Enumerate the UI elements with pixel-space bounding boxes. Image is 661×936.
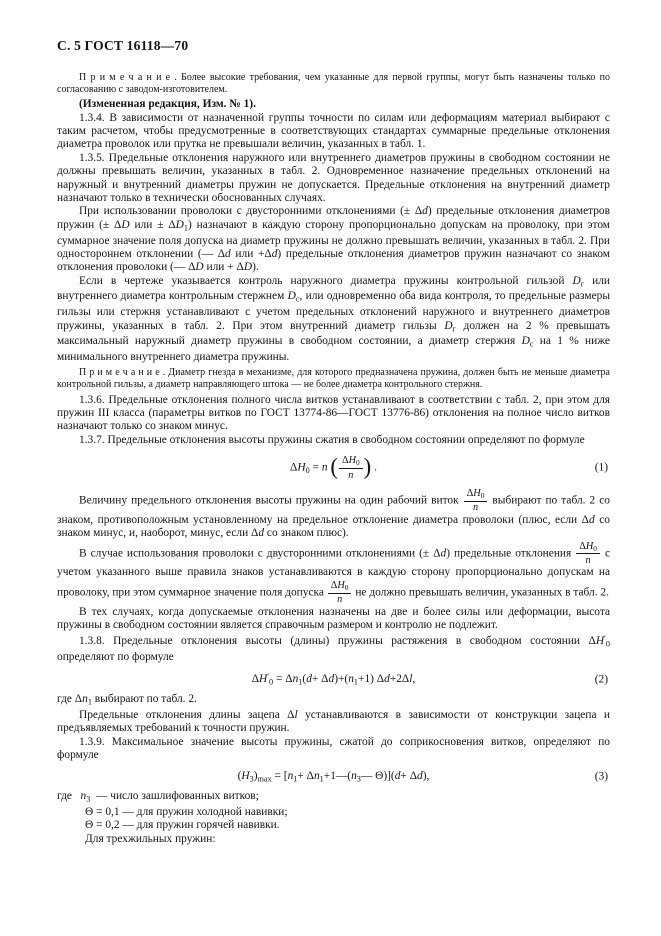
- document-body: [57, 72, 610, 846]
- paragraph-1-3-7: 1.3.7. Предельные отклонения высоты пружины сжатия в свободном состоянии определяют по формуле: [79, 433, 585, 446]
- inline-fraction: $\frac{\Delta H_0}{n}$: [338, 455, 364, 481]
- paragraph-two-sided-rule: В случае использования проволоки с двусторонними отклонениями (± Δd) предельные отклонения $\frac{\Delta H_0}{n}$ с учетом указанного выше правила знаков устанавливаются в каждую сторону пропорционально допускам на проволоку, при этом суммарное значение поля допуска $\frac{\Delta H_0}{n}$ не должно превышать величин, указанных в табл. 2.: [57, 540, 611, 606]
- paragraph-1-3-8: 1.3.8. Предельные отклонения высоты (длины) пружины растяжения в свободном состоянии $\Delta H'_0$ определяют по формуле: [57, 634, 610, 664]
- paragraph-hook-length: Предельные отклонения длины зацепа Δl устанавливаются в зависимости от конструкции зацепа и предъявляемых требований к точности пружин.: [57, 709, 610, 735]
- paragraph-deviation-per-coil: Величину предельного отклонения высоты пружины на один рабочий виток $\frac{\Delta H_0}{n}$ выбирают по табл. 2 со знаком, противоположным установленному на предельное отклонение диаметра проволоки (плюс, если Δd со знаком минус, и, наоборот, минус, если Δd со знаком плюс).: [57, 488, 610, 540]
- paragraph-reference-dimension: В тех случаях, когда допускаемые отклонения назначены на две и более силы или деформации, высота пружины в свободном состоянии является справочным размером и контролю не подлежит.: [57, 605, 610, 632]
- paragraph-1-3-6: 1.3.6. Предельные отклонения полного числа витков устанавливают в соответствии с табл. 2, при этом для пружин III класса (параметры витков по ГОСТ 13774-86—ГОСТ 13776-86) отклонения на полное число витков назначают только со знаком минус.: [57, 393, 610, 433]
- where-theta-hot: Θ = 0,2 — для пружин горячей навивки.: [85, 819, 280, 832]
- note-higher-requirements: П р и м е ч а н и е . Более высокие требования, чем указанные для первой группы, могут быть назначены только по согласованию с заводом-изготовителем.: [57, 72, 610, 96]
- formula-1: $\Delta H_0 = n$ ( $\frac{\Delta H_0}{n}$ ) . (1): [290, 453, 608, 481]
- formula-2: $\Delta H'_0 = \Delta n_1(d+ \Delta d)+(n_1+1)$ Δd+2Δl, (2): [251, 671, 608, 687]
- equation-number: (2): [594, 672, 608, 685]
- where-formula-2: где $\Delta n_1$ выбирают по табл. 2.: [57, 693, 197, 707]
- page-header: С. 5 ГОСТ 16118—70: [57, 38, 189, 53]
- note-socket-diameter: П р и м е ч а н и е . Диаметр гнезда в механизме, для которого предназначена пружина, должен быть не меньше диаметра контрольной гильзы, а диаметр направляющего штока — не более диаметра контрольного стержня.: [57, 367, 610, 391]
- big-parenthesis: (: [330, 453, 338, 479]
- inline-fraction: $\frac{\Delta H_0}{n}$: [463, 488, 489, 514]
- where-formula-3: где $n_3$ — число зашлифованных витков;: [57, 790, 259, 804]
- where-theta-cold: Θ = 0,1 — для пружин холодной навивки;: [85, 805, 288, 818]
- paragraph-1-3-9: 1.3.9. Максимальное значение высоты пружины, сжатой до соприкосновения витков, определяют по формуле: [57, 735, 610, 762]
- inline-fraction: $\frac{\Delta H_0}{n}$: [575, 541, 601, 567]
- paragraph-drawing-control: Если в чертеже указывается контроль наружного диаметра пружины контрольной гильзой $D_г$ или внутреннего диаметра контрольным стержнем $D_с$, или одновременно оба вида контроля, то предельные размеры гильзы или стержня устанавливают с учетом предельных отклонений наружного и внутреннего диаметров пружины, указанных в табл. 2. При этом внутренний диаметр гильзы $D_г$ должен на 2 % превышать максимальный наружный диаметр пружины в свободном состоянии, а диаметр стержня $D_с$ на 1 % ниже минимального внутреннего диаметра пружины.: [57, 274, 610, 363]
- equation-number: (3): [594, 770, 608, 783]
- line-three-strand-springs: Для трехжильных пружин:: [85, 832, 216, 845]
- revision-note: (Измененная редакция, Изм. № 1).: [79, 98, 256, 111]
- paragraph-wire-two-sided: При использовании проволоки с двусторонними отклонениями (± Δd) предельные отклонения диаметров пружин (± ΔD или ± $\Delta D_1$) назначают в каждую сторону пропорционально допускам на проволоку, при этом суммарное значение поля допуска на диаметр пружины не должно превышать величин, указанных в табл. 2. При одностороннем отклонении (— Δd или +Δd) предельные отклонения диаметров пружин назначают со знаком отклонения проволоки (— ΔD или + ΔD).: [57, 205, 611, 274]
- inline-fraction: $\frac{\Delta H_0}{n}$: [327, 580, 353, 606]
- paragraph-1-3-5: 1.3.5. Предельные отклонения наружного или внутреннего диаметров пружины в свободном состоянии не должны превышать величин, указанных в табл. 2. Одновременное назначение предельных отклонений на наружный и внутренний диаметры пружин не допускается. Предельные отклонения на внутренний диаметр назначают только в технически обоснованных случаях.: [57, 151, 610, 205]
- paragraph-1-3-4: 1.3.4. В зависимости от назначенной группы точности по силам или деформациям материал выбирают с таким расчетом, чтобы предусмотренные в соответствующих стандартах суммарные предельные отклонения диаметра проволок или прутка не превышали величин, указанных в табл. 1.: [57, 111, 610, 151]
- formula-3: $(H_3)_{max} = [n_1+$ $\Delta n_1+1—(n_3—$ Θ)](d+ Δd), (3): [237, 769, 608, 783]
- equation-number: (1): [594, 461, 608, 474]
- big-parenthesis: ): [363, 453, 372, 479]
